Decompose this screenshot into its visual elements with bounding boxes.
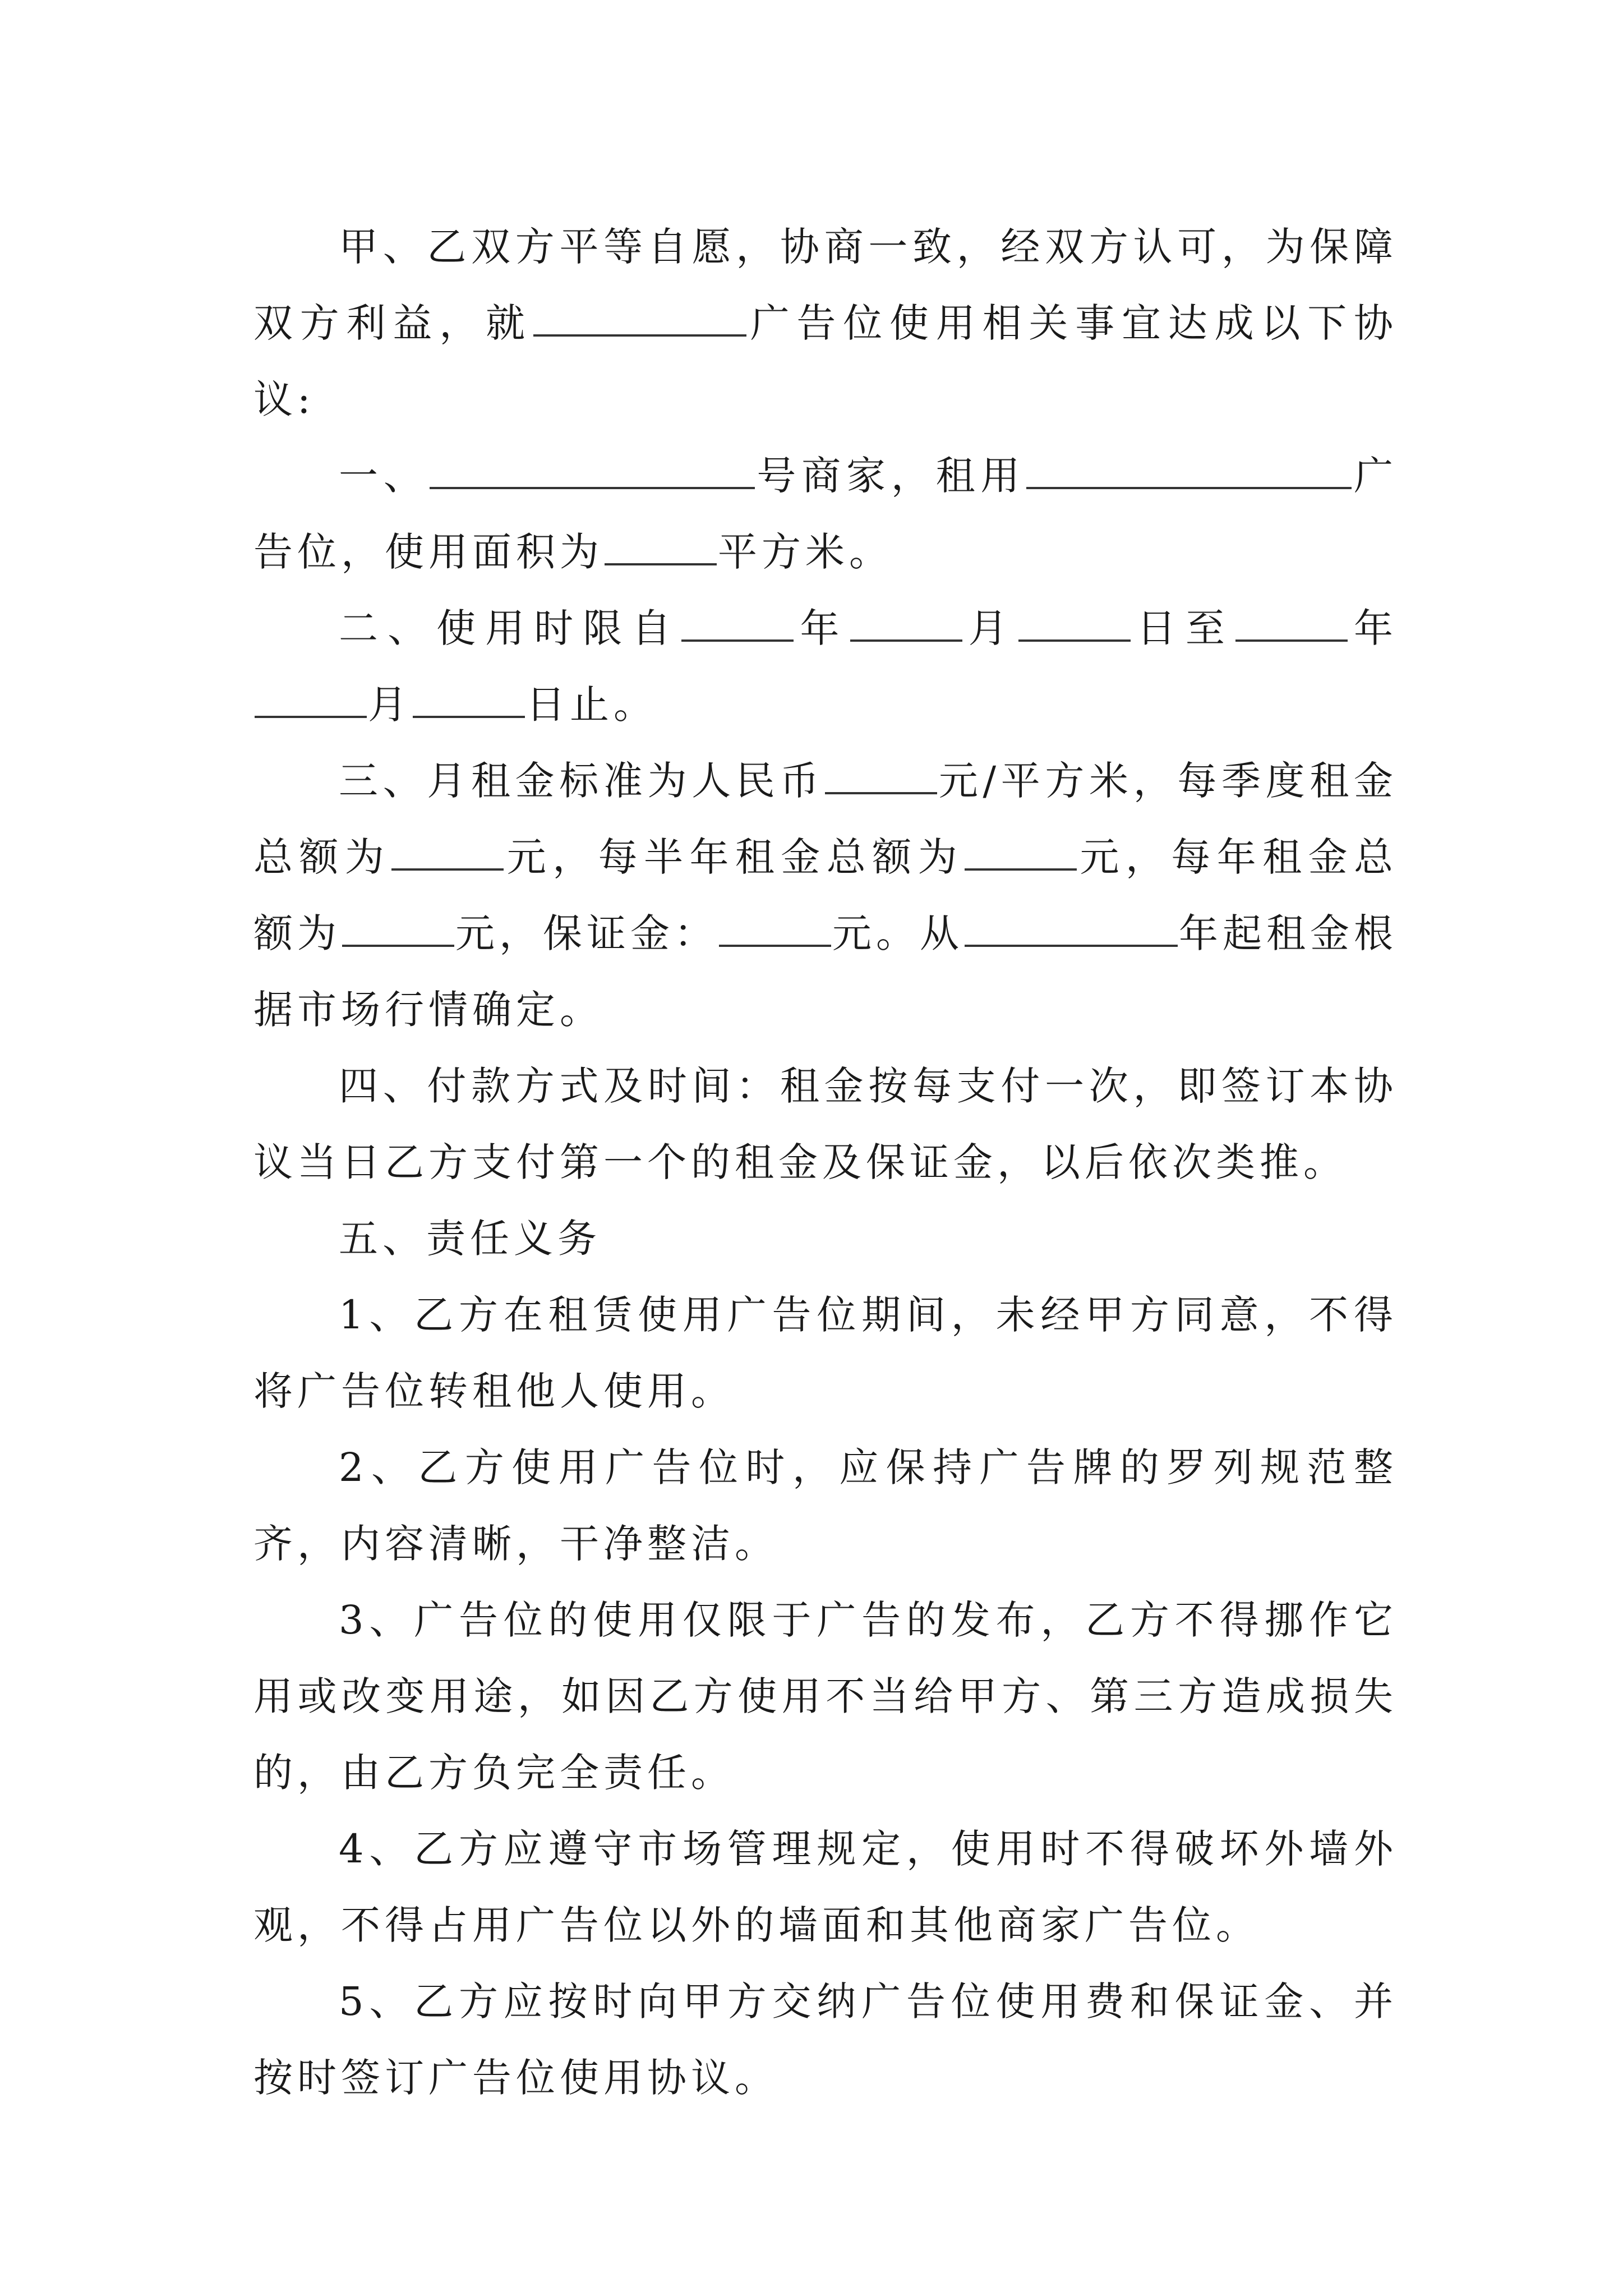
blank-end-month <box>255 679 367 718</box>
section-heading-responsibilities: 五、责任义务 <box>339 1216 601 1262</box>
clause-1-unit-text: 平方米。 <box>718 529 893 575</box>
blank-start-month <box>850 602 962 642</box>
blank-monthly-rate <box>825 755 937 794</box>
responsibility-item-3: 3、广告位的使用仅限于广告的发布，乙方不得挪作它用或改变用途，如因乙方使用不当给甲方、第三方造成损失的，由乙方负完全责任。 <box>253 1597 1398 1796</box>
half-year-text: 元，每半年租金总额为 <box>505 834 964 880</box>
blank-end-year <box>1235 602 1348 642</box>
end-month-label: 月 <box>368 682 412 728</box>
intro-text-end: 广告位使用相关事宜达成以下协议: <box>253 300 1398 422</box>
paragraph-clause-3 <box>253 743 1398 1048</box>
from-text: 元。从 <box>832 910 963 956</box>
intro-text-start: 甲、乙双方平等自愿，协商一致，经双方认可，为保障双方利益，就 <box>253 224 1398 346</box>
responsibility-item-5: 5、乙方应按时向甲方交纳广告位使用费和保证金、并按时签订广告位使用协议。 <box>253 1978 1398 2101</box>
blank-deposit <box>719 908 831 947</box>
clause-3-prefix: 三、月租金标准为人民币 <box>339 758 824 804</box>
responsibility-item-1: 1、乙方在租赁使用广告位期间，未经甲方同意，不得将广告位转租他人使用。 <box>253 1292 1398 1414</box>
paragraph-clause-1 <box>253 438 1398 590</box>
clause-1-merchant-text: 号商家，租用 <box>755 453 1026 499</box>
start-year-label: 年 <box>795 605 849 651</box>
end-year-label: 年 <box>1348 605 1398 651</box>
blank-annual-total <box>342 908 454 947</box>
deposit-text: 元，保证金： <box>455 910 718 956</box>
responsibility-item-4: 4、乙方应遵守市场管理规定，使用时不得破坏外墙外观，不得占用广告位以外的墙面和其他商家广告位。 <box>253 1826 1398 1948</box>
annual-text: 元，每年租金总额为 <box>253 834 1398 956</box>
clause-2-prefix: 二、使用时限自 <box>339 605 681 651</box>
quarterly-text: 元/平方米，每季度租金总额为 <box>253 758 1398 880</box>
paragraph-intro <box>253 209 1398 438</box>
blank-quarterly-total <box>391 831 504 871</box>
paragraph-clause-2 <box>253 590 1398 743</box>
start-day-label: 日至 <box>1131 605 1234 651</box>
blank-ad-space-location <box>1026 450 1352 489</box>
end-day-label: 日止。 <box>526 682 657 728</box>
agreement-body <box>253 209 1398 2116</box>
paragraph-clause-4: 四、付款方式及时间：租金按每支付一次，即签订本协议当日乙方支付第一个的租金及保证金，以后依次类推。 <box>253 1063 1398 1185</box>
blank-end-day <box>413 679 525 718</box>
market-text: 年起租金根据市场行情确定。 <box>253 910 1398 1033</box>
clause-1-area-text: 广告位，使用面积为 <box>253 453 1398 575</box>
blank-half-year-total <box>965 831 1077 871</box>
blank-start-year <box>681 602 794 642</box>
blank-start-day <box>1018 602 1131 642</box>
blank-area <box>605 526 717 565</box>
blank-project-name <box>533 297 746 337</box>
blank-merchant-number <box>430 450 755 489</box>
clause-1-prefix: 一、 <box>339 453 428 499</box>
blank-rent-review-year <box>965 908 1178 947</box>
responsibility-item-2: 2、乙方使用广告位时，应保持广告牌的罗列规范整齐，内容清晰，干净整洁。 <box>253 1444 1398 1567</box>
start-month-label: 月 <box>963 605 1017 651</box>
